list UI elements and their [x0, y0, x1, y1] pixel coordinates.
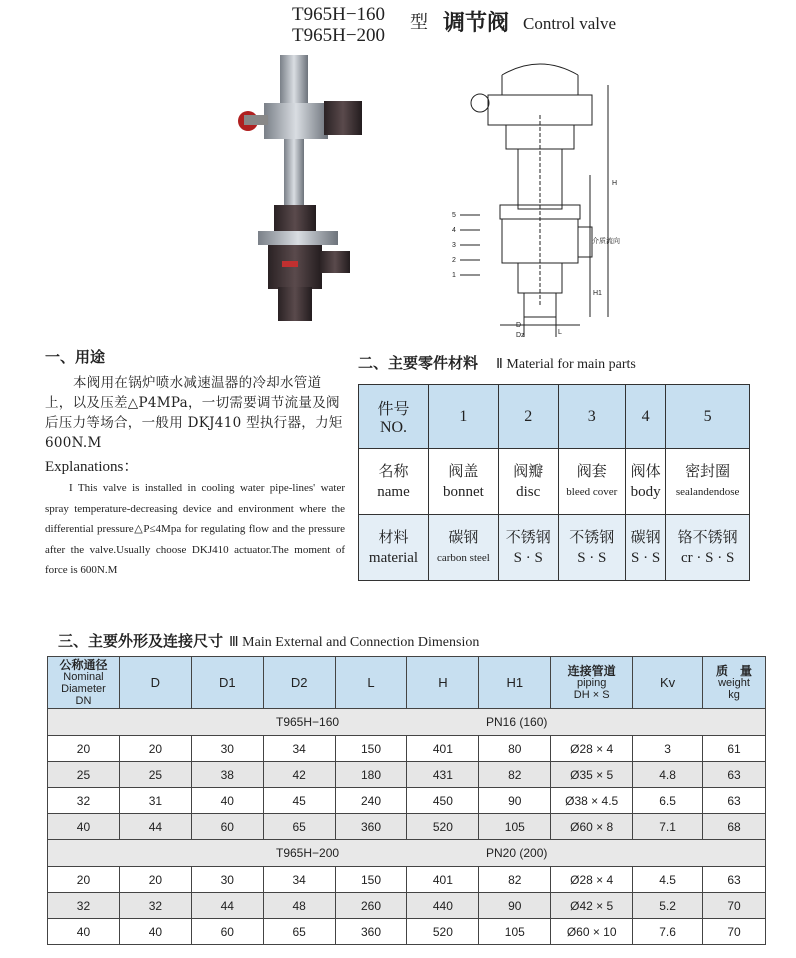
- table-cell: 32: [48, 788, 120, 814]
- table-cell: 80: [479, 736, 551, 762]
- material-table: [358, 384, 750, 581]
- part-name: 阀套 bleed cover: [558, 449, 625, 515]
- table-cell: 450: [407, 788, 479, 814]
- table-cell: 60: [191, 814, 263, 840]
- explanations-heading: Explanations：: [45, 459, 139, 475]
- title-en: Control valve: [523, 14, 617, 33]
- table-cell: 7.6: [633, 919, 703, 945]
- header-l: L: [335, 657, 407, 709]
- table-cell: 63: [703, 867, 766, 893]
- table-cell: 90: [479, 788, 551, 814]
- usage-en-text: I This valve is installed in cooling water pipe-lines' water spray temperature-decreasing device and environment where the differential pressure△P≤4Mpa for regulating flow and the pressure after the valve.Usually choose DKJ410 actuator.The moment of force is 600N.M: [45, 482, 345, 576]
- table-cell: 520: [407, 919, 479, 945]
- header-weight: 质 量 weight kg: [703, 657, 766, 709]
- table-cell: 38: [191, 762, 263, 788]
- model-1: T965H−160: [292, 4, 386, 25]
- table-cell: 6.5: [633, 788, 703, 814]
- table-cell: 40: [119, 919, 191, 945]
- part-no: 2: [498, 385, 558, 449]
- part-material: 碳钢 S · S: [626, 515, 666, 581]
- part-name: 密封圈 sealandendose: [666, 449, 750, 515]
- table-cell: 20: [119, 867, 191, 893]
- table-cell: 45: [263, 788, 335, 814]
- table-cell: 48: [263, 893, 335, 919]
- table-cell: 4.5: [633, 867, 703, 893]
- table-cell: 32: [119, 893, 191, 919]
- row-label-material: 材料 material: [359, 515, 429, 581]
- part-name: 阀盖 bonnet: [429, 449, 499, 515]
- section-dimension-heading-en: Ⅲ Main External and Connection Dimension: [229, 635, 480, 650]
- callout-1: 1: [452, 272, 456, 279]
- table-cell: 105: [479, 919, 551, 945]
- dim-l: L: [558, 329, 562, 336]
- table-cell: 150: [335, 867, 407, 893]
- table-row: [359, 385, 750, 449]
- table-cell: Ø28 × 4: [551, 867, 633, 893]
- group-label: [48, 709, 766, 736]
- model-numbers: [292, 4, 385, 46]
- group-model: T965H−160: [276, 715, 340, 729]
- dim-dz: Dz: [516, 332, 525, 339]
- part-name: 阀瓣 disc: [498, 449, 558, 515]
- table-cell: Ø60 × 10: [551, 919, 633, 945]
- header-d: D: [119, 657, 191, 709]
- table-cell: 63: [703, 762, 766, 788]
- part-no: 1: [429, 385, 499, 449]
- table-cell: 30: [191, 736, 263, 762]
- table-cell: 65: [263, 919, 335, 945]
- group-pn: PN20 (200): [486, 846, 548, 860]
- callout-4: 4: [452, 227, 456, 234]
- table-cell: 3: [633, 736, 703, 762]
- table-cell: 360: [335, 919, 407, 945]
- table-cell: 40: [191, 788, 263, 814]
- medium-flow-label: 介质流向: [592, 237, 620, 245]
- table-cell: 34: [263, 867, 335, 893]
- table-cell: 25: [119, 762, 191, 788]
- table-cell: 44: [191, 893, 263, 919]
- table-cell: 68: [703, 814, 766, 840]
- table-cell: 65: [263, 814, 335, 840]
- table-cell: 44: [119, 814, 191, 840]
- table-cell: 440: [407, 893, 479, 919]
- group-row: [48, 709, 766, 736]
- group-model: T965H−200: [276, 846, 340, 860]
- dimension-table: [47, 656, 766, 945]
- part-material: 碳钢 carbon steel: [429, 515, 499, 581]
- table-cell: 60: [191, 919, 263, 945]
- table-cell: Ø28 × 4: [551, 736, 633, 762]
- header-d2: D2: [263, 657, 335, 709]
- table-row: [48, 814, 766, 840]
- dim-h1: H1: [593, 290, 602, 297]
- table-cell: 82: [479, 867, 551, 893]
- table-cell: 25: [48, 762, 120, 788]
- usage-cn-text: 本阀用在锅炉喷水减速温器的冷却水管道上，以及压差△P4MPa，一切需要调节流量及阀后压力等场合，一般用 DKJ410 型执行器，力矩 600N.M: [45, 375, 343, 451]
- table-cell: 20: [119, 736, 191, 762]
- table-cell: 61: [703, 736, 766, 762]
- page-title: [0, 2, 796, 50]
- row-label-no: 件号 NO.: [359, 385, 429, 449]
- callout-3: 3: [452, 242, 456, 249]
- callout-2: 2: [452, 257, 456, 264]
- table-cell: 20: [48, 736, 120, 762]
- table-cell: Ø35 × 5: [551, 762, 633, 788]
- header-d1: D1: [191, 657, 263, 709]
- title-cn: 调节阀: [443, 11, 510, 36]
- header-h: H: [407, 657, 479, 709]
- table-cell: 90: [479, 893, 551, 919]
- table-cell: Ø60 × 8: [551, 814, 633, 840]
- section-material-heading-en: Ⅱ Material for main parts: [496, 357, 636, 372]
- table-row: [359, 449, 750, 515]
- section-usage: [45, 346, 345, 581]
- table-cell: 4.8: [633, 762, 703, 788]
- part-material: 不锈钢 S · S: [558, 515, 625, 581]
- section-dimension-heading: [58, 630, 479, 651]
- section-material-heading-cn: 二、主要零件材料: [358, 354, 479, 372]
- table-cell: 5.2: [633, 893, 703, 919]
- table-cell: 32: [48, 893, 120, 919]
- table-cell: 34: [263, 736, 335, 762]
- table-cell: 401: [407, 867, 479, 893]
- table-cell: 20: [48, 867, 120, 893]
- dim-h: H: [612, 180, 618, 187]
- section-material-heading: [358, 352, 636, 373]
- table-row: [48, 919, 766, 945]
- table-row: [48, 736, 766, 762]
- table-row: [48, 867, 766, 893]
- section-usage-heading: 一、用途: [45, 348, 106, 366]
- group-row: [48, 840, 766, 867]
- valve-photo: [228, 55, 368, 325]
- part-no: 5: [666, 385, 750, 449]
- part-no: 3: [558, 385, 625, 449]
- table-cell: 520: [407, 814, 479, 840]
- table-cell: 31: [119, 788, 191, 814]
- group-pn: PN16 (160): [486, 715, 548, 729]
- table-cell: 70: [703, 893, 766, 919]
- table-cell: 431: [407, 762, 479, 788]
- part-material: 铬不锈钢 cr · S · S: [666, 515, 750, 581]
- table-cell: 360: [335, 814, 407, 840]
- part-no: 4: [626, 385, 666, 449]
- table-cell: 401: [407, 736, 479, 762]
- table-cell: 240: [335, 788, 407, 814]
- table-cell: 30: [191, 867, 263, 893]
- part-name: 阀体 body: [626, 449, 666, 515]
- table-cell: Ø42 × 5: [551, 893, 633, 919]
- group-label: [48, 840, 766, 867]
- table-cell: 40: [48, 814, 120, 840]
- table-cell: 40: [48, 919, 120, 945]
- table-row: [48, 893, 766, 919]
- dim-d: D: [516, 322, 522, 329]
- table-row: [48, 788, 766, 814]
- header-kv: Kv: [633, 657, 703, 709]
- table-row: [48, 762, 766, 788]
- valve-section-drawing: [440, 55, 640, 340]
- table-row: [359, 515, 750, 581]
- table-cell: 63: [703, 788, 766, 814]
- model-type-char: 型: [410, 12, 428, 33]
- model-2: T965H−200: [292, 25, 386, 46]
- header-h1: H1: [479, 657, 551, 709]
- table-cell: 82: [479, 762, 551, 788]
- callout-5: 5: [452, 212, 456, 219]
- header-dn: 公称通径 Nominal Diameter DN: [48, 657, 120, 709]
- section-dimension-heading-cn: 三、主要外形及连接尺寸: [58, 632, 224, 650]
- table-cell: 7.1: [633, 814, 703, 840]
- part-material: 不锈钢 S · S: [498, 515, 558, 581]
- table-cell: 42: [263, 762, 335, 788]
- table-cell: Ø38 × 4.5: [551, 788, 633, 814]
- header-piping: 连接管道 piping DH × S: [551, 657, 633, 709]
- table-cell: 105: [479, 814, 551, 840]
- table-cell: 70: [703, 919, 766, 945]
- row-label-name: 名称 name: [359, 449, 429, 515]
- table-cell: 180: [335, 762, 407, 788]
- table-cell: 260: [335, 893, 407, 919]
- table-cell: 150: [335, 736, 407, 762]
- table-header-row: [48, 657, 766, 709]
